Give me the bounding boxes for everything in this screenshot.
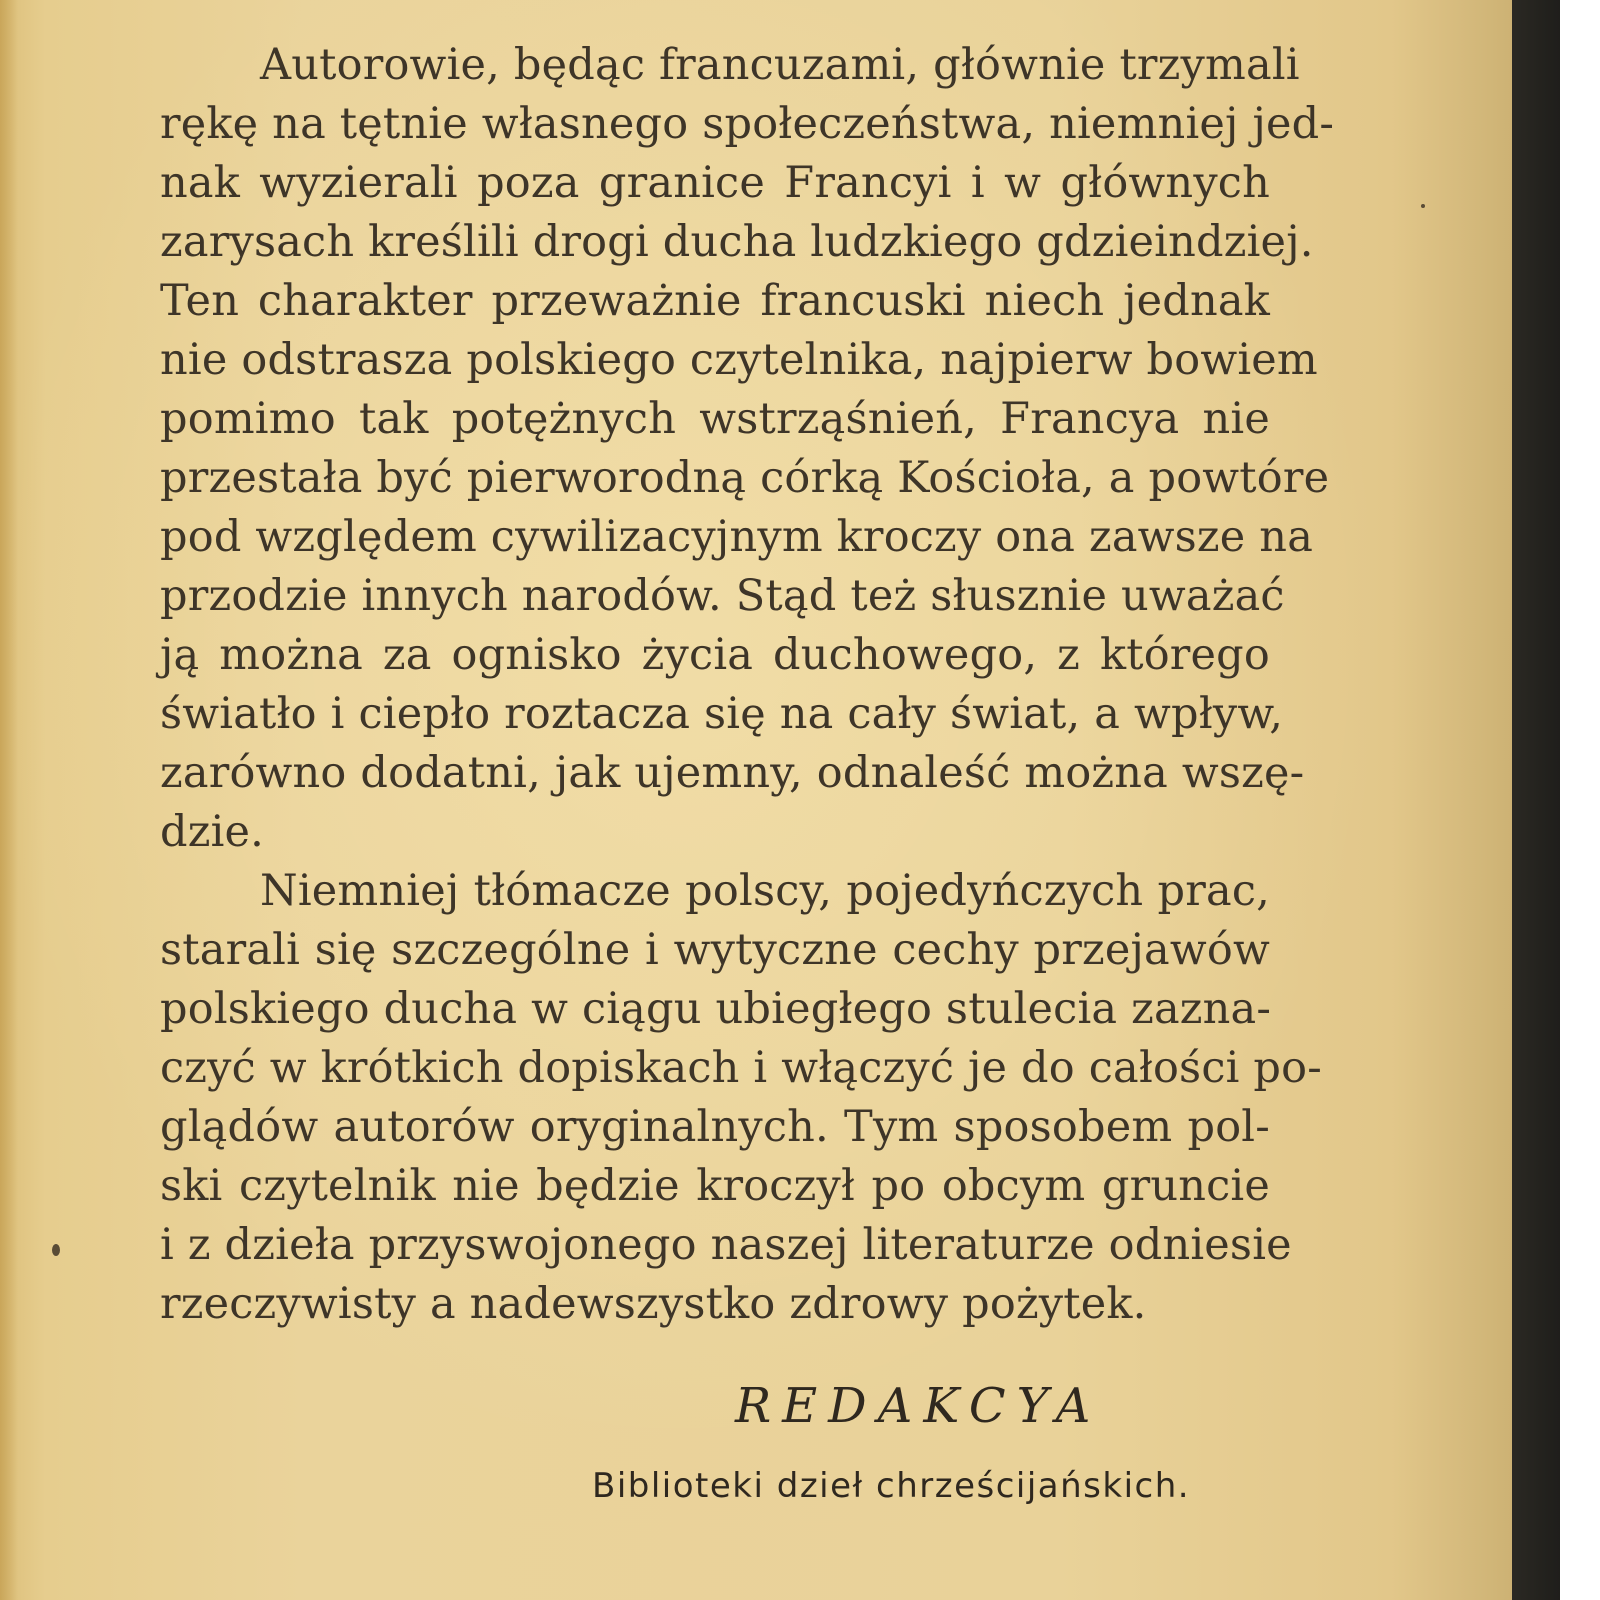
text-line: Ten charakter przeważnie francuski niech jednak [160,276,1270,326]
page-edge-shadow [0,0,18,1600]
text-line: światło i ciepło roztacza się na cały świat, a wpływ, [160,689,1284,739]
body-text [160,36,1335,1334]
text-line: przestała być pierworodną córką Kościoła, a powtóre [160,453,1330,503]
text-line: czyć w krótkich dopiskach i włączyć je do całości po- [160,1043,1322,1093]
text-line: Autorowie, będąc francuzami, głównie trzymali [260,40,1300,90]
text-line: pomimo tak potężnych wstrząśnień, Francya nie [160,394,1270,444]
text-line: starali się szczególne i wytyczne cechy przejawów [160,925,1270,975]
signature: REDAKCYA [735,1378,1102,1434]
page-speck [1421,204,1425,208]
text-line: rzeczywisty a nadewszystko zdrowy pożytek. [160,1279,1147,1329]
text-line: i z dzieła przyswojonego naszej literaturze odniesie [160,1220,1292,1270]
text-line: nie odstrasza polskiego czytelnika, najpierw bowiem [160,335,1318,385]
text-line: polskiego ducha w ciągu ubiegłego stulecia zazna- [160,984,1272,1034]
text-line: pod względem cywilizacyjnym kroczy ona zawsze na [160,512,1314,562]
text-line: Niemniej tłómacze polscy, pojedyńczych prac, [260,866,1270,916]
text-line: ją można za ognisko życia duchowego, z którego [160,630,1270,680]
text-line: glądów autorów oryginalnych. Tym sposobem pol- [160,1102,1270,1152]
text-line: zarówno dodatni, jak ujemny, odnaleść można wszę- [160,748,1305,798]
text-line: przodzie innych narodów. Stąd też słusznie uważać [160,571,1285,621]
text-line: ski czytelnik nie będzie kroczył po obcym gruncie [160,1161,1270,1211]
text-line: rękę na tętnie własnego społeczeństwa, niemniej jed- [160,99,1335,149]
page-speck [52,1244,60,1256]
text-line: nak wyzierali poza granice Francyi i w głównych [160,158,1270,208]
publisher-line: Biblioteki dzieł chrześcijańskich. [592,1466,1191,1506]
text-line: zarysach kreślili drogi ducha ludzkiego gdzieindziej. [160,217,1314,267]
text-line: dzie. [160,807,265,857]
